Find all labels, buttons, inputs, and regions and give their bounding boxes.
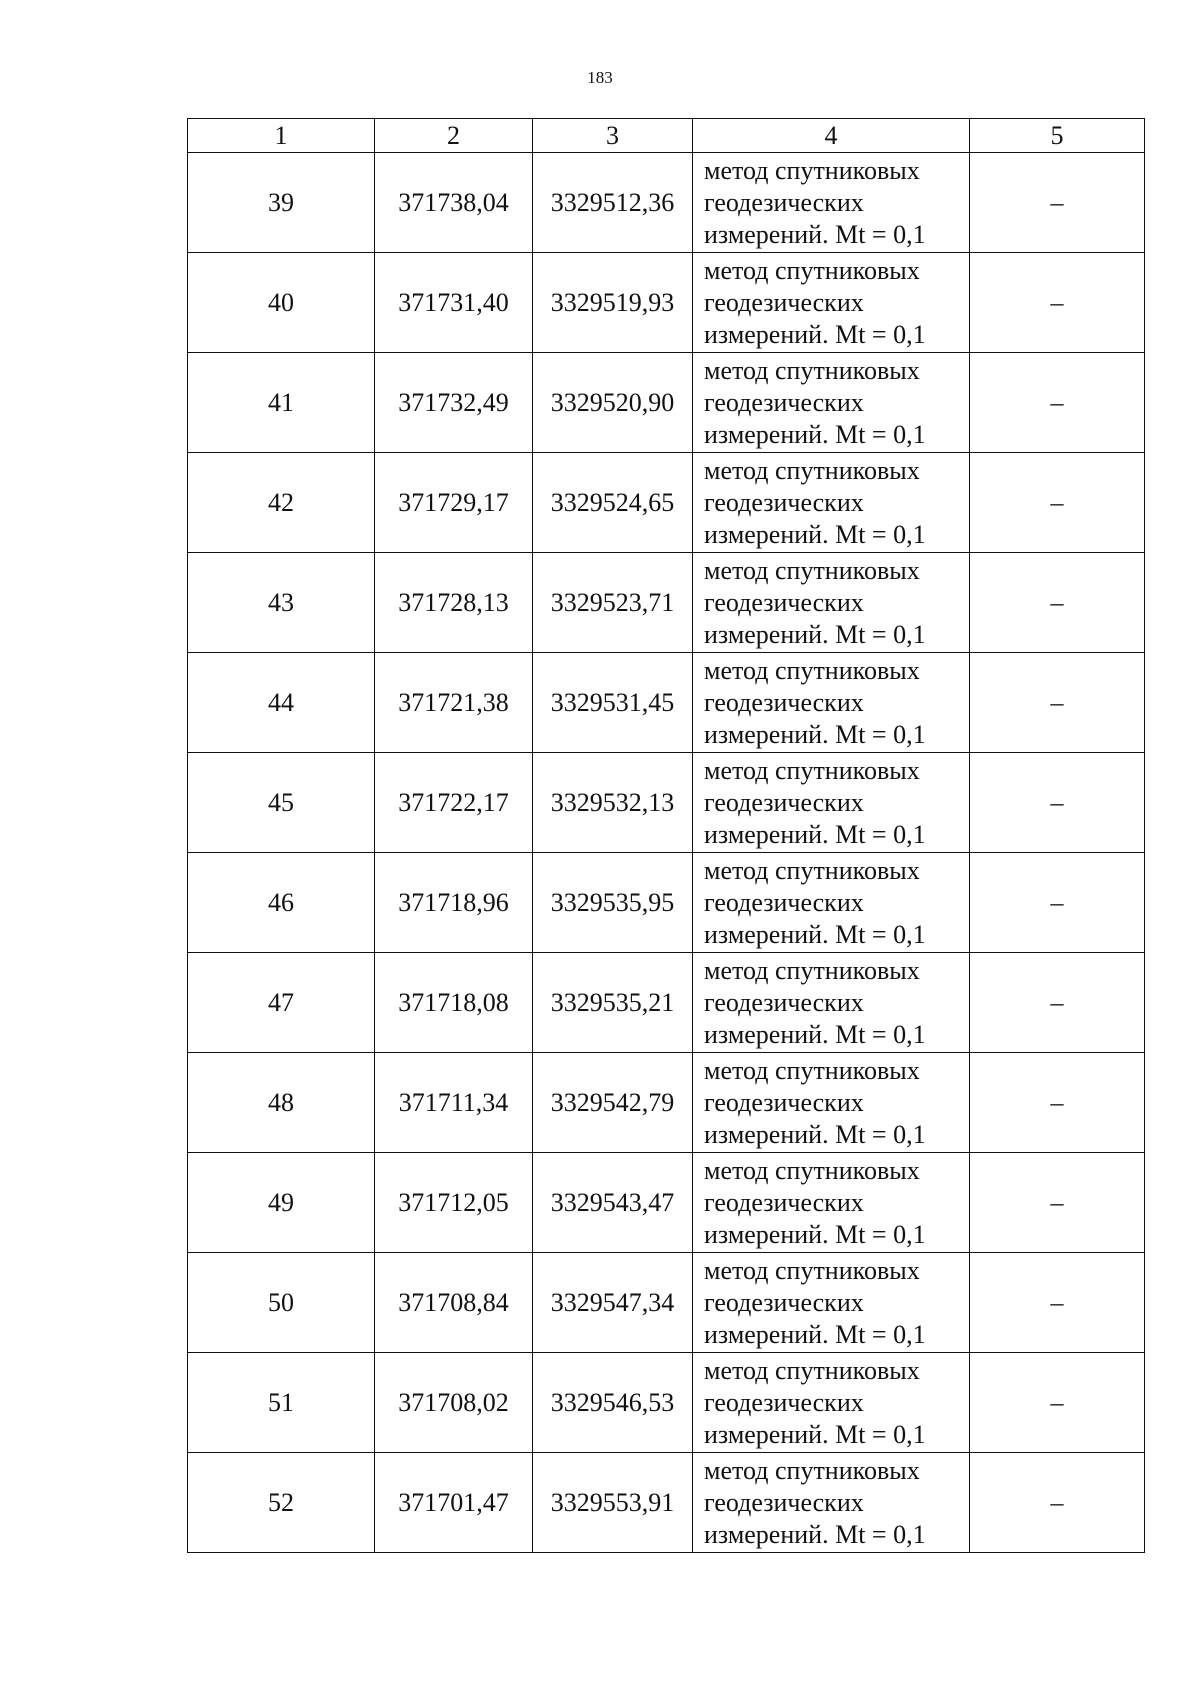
table-row <box>188 1153 1145 1253</box>
x-coordinate-cell: 371718,96 <box>375 853 533 953</box>
method-line: метод спутниковых <box>704 455 920 485</box>
y-coordinate-cell: 3329535,21 <box>533 953 693 1053</box>
coordinates-table <box>187 118 1145 1553</box>
y-coordinate-cell: 3329531,45 <box>533 653 693 753</box>
method-cell <box>693 153 970 253</box>
method-line: метод спутниковых <box>704 555 920 585</box>
point-number-cell: 51 <box>188 1353 375 1453</box>
x-coordinate-cell: 371732,49 <box>375 353 533 453</box>
table-row <box>188 753 1145 853</box>
y-coordinate-cell: 3329519,93 <box>533 253 693 353</box>
method-line: геодезических <box>704 1087 864 1117</box>
column-header-1: 1 <box>188 119 375 153</box>
x-coordinate-cell: 371721,38 <box>375 653 533 753</box>
x-coordinate-cell: 371738,04 <box>375 153 533 253</box>
method-line: метод спутниковых <box>704 1155 920 1185</box>
method-line: метод спутниковых <box>704 655 920 685</box>
method-cell <box>693 653 970 753</box>
method-line: геодезических <box>704 1387 864 1417</box>
method-line: геодезических <box>704 387 864 417</box>
note-cell: – <box>970 353 1145 453</box>
point-number-cell: 39 <box>188 153 375 253</box>
method-line: измерений. Mt = 0,1 <box>704 1519 926 1549</box>
method-line: измерений. Mt = 0,1 <box>704 1219 926 1249</box>
method-line: метод спутниковых <box>704 955 920 985</box>
point-number-cell: 44 <box>188 653 375 753</box>
y-coordinate-cell: 3329523,71 <box>533 553 693 653</box>
note-cell: – <box>970 453 1145 553</box>
y-coordinate-cell: 3329535,95 <box>533 853 693 953</box>
method-line: измерений. Mt = 0,1 <box>704 219 926 249</box>
method-line: геодезических <box>704 887 864 917</box>
x-coordinate-cell: 371728,13 <box>375 553 533 653</box>
table-row <box>188 953 1145 1053</box>
x-coordinate-cell: 371712,05 <box>375 1153 533 1253</box>
table-row <box>188 1253 1145 1353</box>
method-line: метод спутниковых <box>704 155 920 185</box>
y-coordinate-cell: 3329546,53 <box>533 1353 693 1453</box>
method-line: измерений. Mt = 0,1 <box>704 719 926 749</box>
table-row <box>188 153 1145 253</box>
method-line: измерений. Mt = 0,1 <box>704 819 926 849</box>
method-line: измерений. Mt = 0,1 <box>704 1319 926 1349</box>
method-line: метод спутниковых <box>704 355 920 385</box>
point-number-cell: 47 <box>188 953 375 1053</box>
y-coordinate-cell: 3329542,79 <box>533 1053 693 1153</box>
method-cell <box>693 953 970 1053</box>
method-line: геодезических <box>704 1287 864 1317</box>
point-number-cell: 46 <box>188 853 375 953</box>
method-line: измерений. Mt = 0,1 <box>704 1019 926 1049</box>
y-coordinate-cell: 3329512,36 <box>533 153 693 253</box>
note-cell: – <box>970 853 1145 953</box>
method-cell <box>693 253 970 353</box>
note-cell: – <box>970 1053 1145 1153</box>
method-line: метод спутниковых <box>704 255 920 285</box>
note-cell: – <box>970 1353 1145 1453</box>
table-row <box>188 1053 1145 1153</box>
y-coordinate-cell: 3329524,65 <box>533 453 693 553</box>
table-row <box>188 853 1145 953</box>
note-cell: – <box>970 153 1145 253</box>
column-header-5: 5 <box>970 119 1145 153</box>
note-cell: – <box>970 1253 1145 1353</box>
note-cell: – <box>970 1153 1145 1253</box>
point-number-cell: 52 <box>188 1453 375 1553</box>
method-line: измерений. Mt = 0,1 <box>704 619 926 649</box>
note-cell: – <box>970 753 1145 853</box>
x-coordinate-cell: 371701,47 <box>375 1453 533 1553</box>
note-cell: – <box>970 253 1145 353</box>
point-number-cell: 49 <box>188 1153 375 1253</box>
table-row <box>188 1453 1145 1553</box>
point-number-cell: 41 <box>188 353 375 453</box>
y-coordinate-cell: 3329543,47 <box>533 1153 693 1253</box>
y-coordinate-cell: 3329553,91 <box>533 1453 693 1553</box>
method-line: измерений. Mt = 0,1 <box>704 919 926 949</box>
x-coordinate-cell: 371711,34 <box>375 1053 533 1153</box>
method-cell <box>693 1053 970 1153</box>
method-line: метод спутниковых <box>704 1055 920 1085</box>
method-line: геодезических <box>704 287 864 317</box>
note-cell: – <box>970 953 1145 1053</box>
y-coordinate-cell: 3329547,34 <box>533 1253 693 1353</box>
method-cell <box>693 853 970 953</box>
method-line: геодезических <box>704 1187 864 1217</box>
table-row <box>188 453 1145 553</box>
method-cell <box>693 1453 970 1553</box>
point-number-cell: 40 <box>188 253 375 353</box>
x-coordinate-cell: 371708,02 <box>375 1353 533 1453</box>
method-line: метод спутниковых <box>704 1355 920 1385</box>
method-cell <box>693 1253 970 1353</box>
table-header <box>188 119 1145 153</box>
table-row <box>188 253 1145 353</box>
y-coordinate-cell: 3329520,90 <box>533 353 693 453</box>
method-cell <box>693 1153 970 1253</box>
note-cell: – <box>970 1453 1145 1553</box>
method-line: метод спутниковых <box>704 1455 920 1485</box>
point-number-cell: 42 <box>188 453 375 553</box>
method-line: измерений. Mt = 0,1 <box>704 1419 926 1449</box>
note-cell: – <box>970 553 1145 653</box>
method-line: геодезических <box>704 787 864 817</box>
method-line: геодезических <box>704 1487 864 1517</box>
point-number-cell: 43 <box>188 553 375 653</box>
x-coordinate-cell: 371718,08 <box>375 953 533 1053</box>
page-number: 183 <box>587 68 613 87</box>
table-row <box>188 353 1145 453</box>
method-cell <box>693 453 970 553</box>
x-coordinate-cell: 371729,17 <box>375 453 533 553</box>
method-line: метод спутниковых <box>704 1255 920 1285</box>
table-row <box>188 653 1145 753</box>
x-coordinate-cell: 371731,40 <box>375 253 533 353</box>
table-row <box>188 553 1145 653</box>
method-cell <box>693 1353 970 1453</box>
point-number-cell: 48 <box>188 1053 375 1153</box>
method-cell <box>693 553 970 653</box>
x-coordinate-cell: 371708,84 <box>375 1253 533 1353</box>
method-line: метод спутниковых <box>704 855 920 885</box>
point-number-cell: 50 <box>188 1253 375 1353</box>
method-line: измерений. Mt = 0,1 <box>704 419 926 449</box>
method-cell <box>693 753 970 853</box>
table-body <box>188 153 1145 1553</box>
method-line: геодезических <box>704 987 864 1017</box>
note-cell: – <box>970 653 1145 753</box>
column-header-2: 2 <box>375 119 533 153</box>
header-row <box>188 119 1145 153</box>
method-cell <box>693 353 970 453</box>
column-header-4: 4 <box>693 119 970 153</box>
method-line: метод спутниковых <box>704 755 920 785</box>
method-line: измерений. Mt = 0,1 <box>704 1119 926 1149</box>
y-coordinate-cell: 3329532,13 <box>533 753 693 853</box>
method-line: измерений. Mt = 0,1 <box>704 519 926 549</box>
method-line: геодезических <box>704 687 864 717</box>
column-header-3: 3 <box>533 119 693 153</box>
method-line: геодезических <box>704 587 864 617</box>
x-coordinate-cell: 371722,17 <box>375 753 533 853</box>
method-line: измерений. Mt = 0,1 <box>704 319 926 349</box>
point-number-cell: 45 <box>188 753 375 853</box>
method-line: геодезических <box>704 187 864 217</box>
table-row <box>188 1353 1145 1453</box>
method-line: геодезических <box>704 487 864 517</box>
